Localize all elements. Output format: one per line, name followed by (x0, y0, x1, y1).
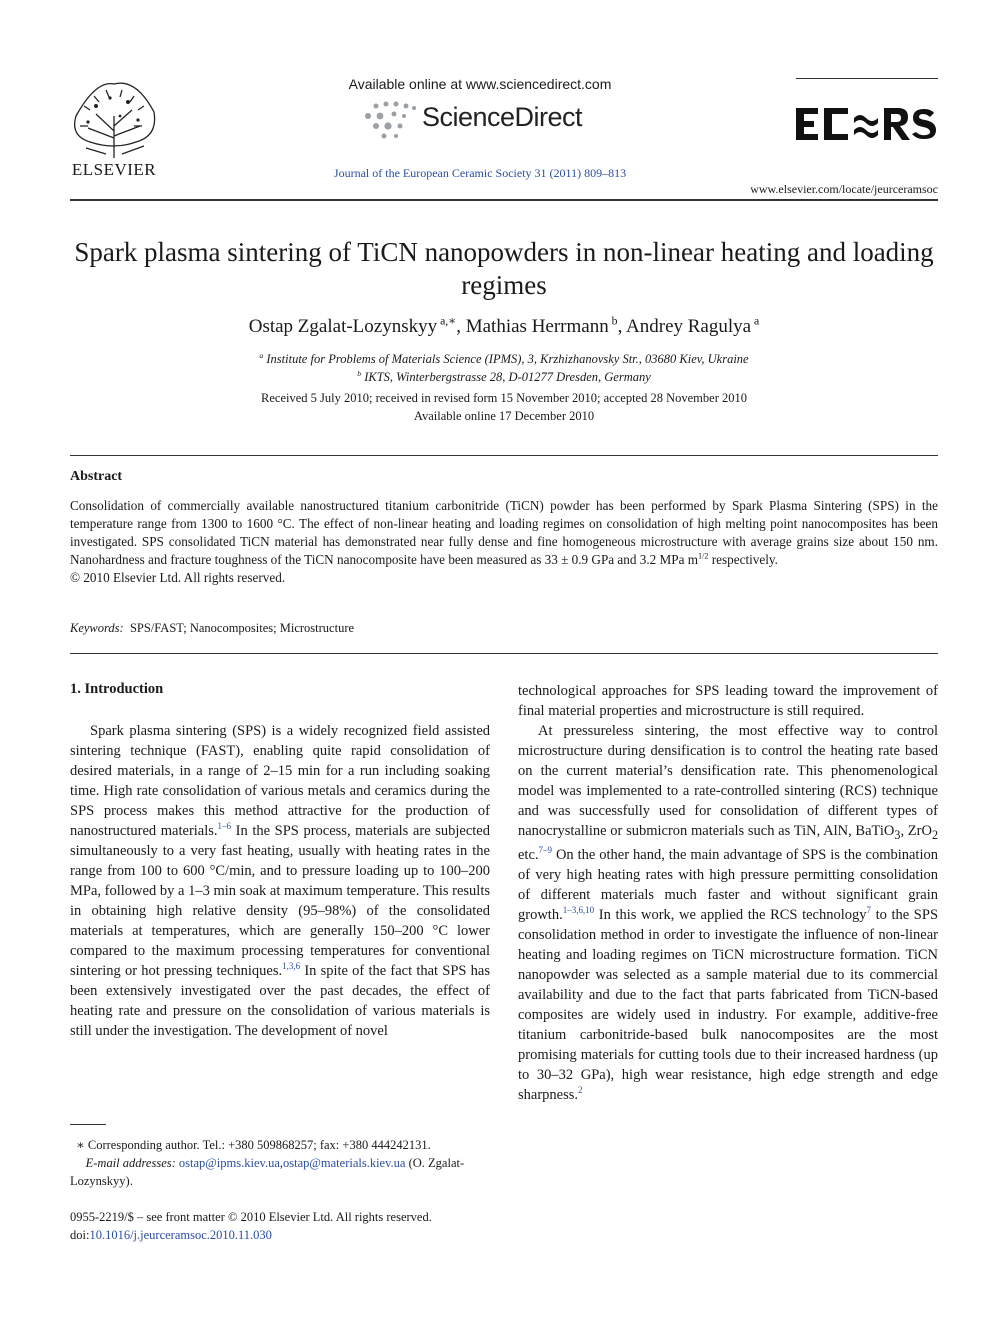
section-heading-introduction: 1. Introduction (70, 681, 164, 697)
affiliation-mark: a (259, 350, 264, 360)
sciencedirect-dots-icon (360, 96, 418, 140)
keywords-values: SPS/FAST; Nanocomposites; Microstructure (129, 621, 355, 635)
copyright-line: © 2010 Elsevier Ltd. All rights reserved. (70, 570, 286, 585)
email-link[interactable]: ostap@materials.kiev.ua (283, 1156, 406, 1170)
abstract-heading: Abstract (70, 469, 123, 484)
author-name: Andrey Ragulya (626, 316, 752, 337)
author-affil-mark: a (754, 314, 760, 328)
affiliation-line (70, 350, 938, 368)
left-column (70, 721, 490, 1041)
intro-paragraph-1 (70, 721, 490, 1041)
affiliations (70, 350, 938, 386)
doi-link[interactable]: 10.1016/j.jeurceramsoc.2010.11.030 (89, 1228, 272, 1242)
right-column (518, 681, 938, 1105)
abstract-top-rule (70, 455, 938, 456)
available-online-text: Available online at www.sciencedirect.com (348, 76, 612, 92)
affiliation-text: Institute for Problems of Materials Science (IPMS), 3, Krzhizhanovsky Str., 03680 Kiev, Ukraine (266, 352, 749, 366)
affiliation-line (70, 368, 938, 386)
text-run: On the other hand, the main advantage of SPS is the combination of very high heating rates with high pressure permitting consolidation of different materials much faster and without significant grain growth. (518, 846, 938, 923)
text-run: In this work, we applied the RCS technology (594, 906, 867, 923)
text-run: At pressureless sintering, the most effective way to control microstructure during densification is to control the heating rate based on the current material’s densification rate. This phenomenological model was implemented to a rate-controlled sintering (RCS) technique and was successfully used for consolidation of different types of nanocrystalline or submicron materials such as TiN, AlN, BaTiO (518, 723, 938, 839)
abstract-text: Consolidation of commercially available nanostructured titanium carbonitride (TiCN) powder has been performed by Spark Plasma Sintering (SPS) in the temperature range from 1300 to 1600 °C. The effect of non-linear heating and loading regimes on consolidation of high melting point nanocomposites has been investigated. SPS consolidated TiCN material has demonstrated near fully dense and fine homogeneous microstructure with average grains size about 150 nm. Nanohardness and fracture toughness of the TiCN nanocomposite have been measured as 33 ± 0.9 GPa and 3.2 MPa m (70, 498, 938, 567)
ecers-top-rule (796, 78, 938, 79)
received-dates: Received 5 July 2010; received in revised form 15 November 2010; accepted 28 November 2010 (261, 391, 747, 405)
text-run: etc. (518, 846, 539, 863)
keywords-line (70, 621, 938, 636)
email-label: E-mail addresses: (85, 1156, 176, 1170)
footnote-text: Corresponding author. Tel.: +380 509868257; fax: +380 444242131. (84, 1138, 431, 1152)
available-date: Available online 17 December 2010 (413, 409, 595, 423)
subscript: 2 (931, 827, 938, 842)
abstract-body (70, 497, 938, 587)
abstract-text-end: respectively. (708, 552, 778, 567)
author-affil-mark: b (611, 314, 618, 328)
text-run: In the SPS process, materials are subjected simultaneously to a very fast heating, usually with heating rates in the range from 100 to 600 °C/min, and to pressure loading up to 100–200 MPa, followed by a 1–3 min soak at maximum temperature. This results in obtaining high relative density (95–98%) of the consolidated materials at temperatures, which are generally 150–200 °C lower compared to the maximum processing temperatures for conventional sintering or hot pressing techniques. (70, 823, 490, 979)
text-run: to the SPS consolidation method in order to investigate the influence of non-linear heating and loading regimes on TiCN microstructure formation. TiCN nanopowder was selected as a sample material due to its commercial availability and due to the fact that parts fabricated from TiCN-based composites are widely used in industry. For example, additive-free titanium carbonitride-based bulk nanocomposites are the most promising materials for cutting tools due to their increased hardness (up to 30–32 GPa), high wear resistance, high edge strength and edge sharpness. (518, 906, 939, 1103)
subscript: 3 (894, 827, 901, 842)
author-affil-mark: a,∗ (440, 314, 457, 328)
elsevier-wordmark: ELSEVIER (71, 160, 157, 179)
text-run: , ZrO (900, 823, 932, 839)
sciencedirect-logo[interactable] (360, 96, 600, 140)
author-list: Ostap Zgalat-Lozynskyy $^{a,∗}$, Mathias Herrmann $^b$, Andrey Ragulya $^a$ (248, 314, 760, 337)
intro-paragraph-1-cont (518, 681, 938, 721)
journal-homepage-link[interactable]: www.elsevier.com/locate/jeurceramsoc (750, 182, 938, 196)
article-history (70, 389, 938, 425)
doi-line (70, 1226, 490, 1244)
article-title: Spark plasma sintering of TiCN nanopowders in non-linear heating and loading regimes (74, 237, 934, 300)
citation-link[interactable]: 7 (866, 905, 872, 916)
citation-link[interactable]: 7–9 (538, 845, 553, 856)
front-matter (70, 1208, 490, 1244)
citation-link[interactable]: 1,3,6 (282, 961, 301, 972)
affiliation-mark: b (357, 368, 362, 378)
ecers-journal-logo (796, 104, 938, 144)
text-run: Spark plasma sintering (SPS) is a widely recognized field assisted sintering technique (FAST), enabling quite rapid consolidation of desired materials, in a range of 2–15 min for a run including soaking time. High rate consolidation of various metals and ceramics during the SPS process makes this method attractive for the production of nanostructured materials. (70, 723, 490, 839)
citation-link[interactable]: 1–3,6,10 (562, 905, 595, 916)
affiliation-text: IKTS, Winterbergstrasse 28, D-01277 Dresden, Germany (364, 370, 651, 384)
text-run: In spite of the fact that SPS has been extensively investigated over the past decades, the effect of heating rate and pressure on the consolidation of various materials is still under the investigation. The development of novel (70, 963, 490, 1039)
issn-line: 0955-2219/$ – see front matter © 2010 Elsevier Ltd. All rights reserved. (70, 1210, 432, 1224)
doi-label: doi: (70, 1228, 90, 1242)
author-name: Ostap Zgalat-Lozynskyy (248, 316, 438, 337)
abstract-exponent: 1/2 (698, 551, 709, 561)
email-owner: (O. Zgalat-Lozynskyy). (70, 1156, 465, 1188)
email-link[interactable]: ostap@ipms.kiev.ua (178, 1156, 280, 1170)
header-divider (70, 199, 938, 201)
citation-link[interactable]: 1–6 (217, 821, 232, 832)
journal-reference-link[interactable]: Journal of the European Ceramic Society 31 (2011) 809–813 (333, 166, 627, 180)
sciencedirect-wordmark: ScienceDirect (422, 102, 583, 132)
footnote-mark: ∗ (76, 1138, 85, 1152)
abstract-bottom-rule (70, 653, 938, 654)
keywords-label: Keywords: (70, 621, 124, 635)
intro-paragraph-2 (518, 721, 938, 1105)
author-name: Mathias Herrmann (465, 316, 609, 337)
footnote-rule (70, 1124, 106, 1125)
corresponding-author-footnote: ∗ Corresponding author. Tel.: +380 509868257; fax: +380 444242131. E-mail addresses: ostap@ipms.kiev.ua,ostap@materials.kiev.ua (O. Zgalat-Lozynskyy). (70, 1138, 465, 1188)
text-run: technological approaches for SPS leading toward the improvement of final material properties and microstructure is still required. (518, 683, 938, 719)
citation-link[interactable]: 2 (578, 1085, 583, 1096)
